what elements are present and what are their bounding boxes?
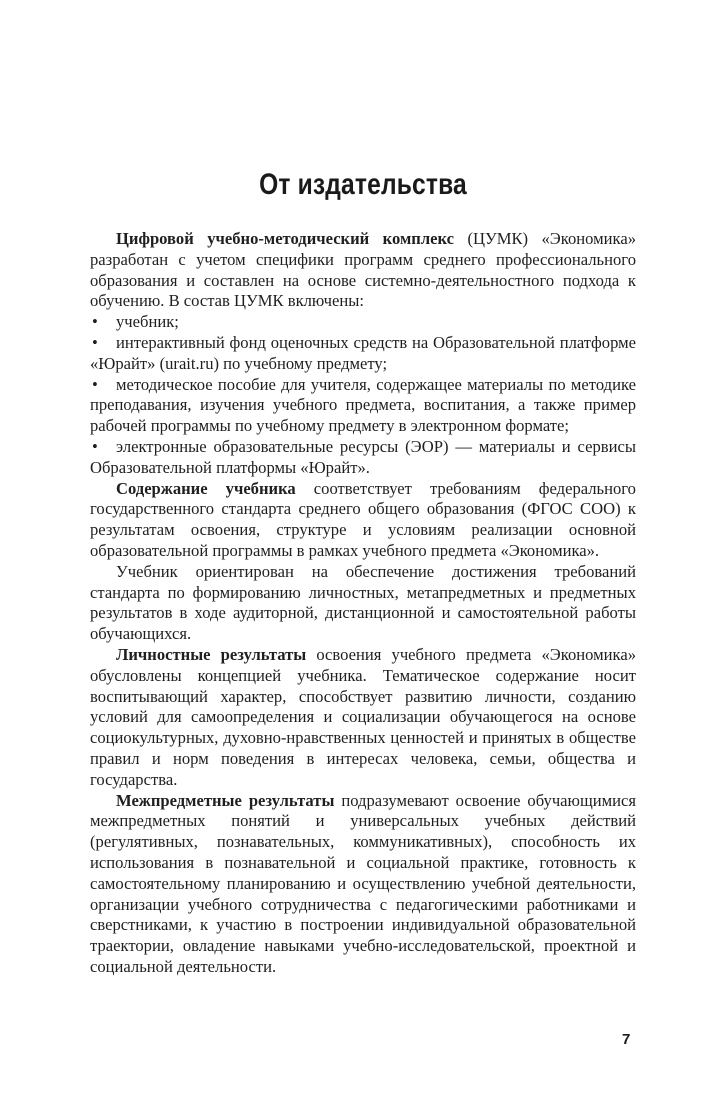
- intro-text: (ЦУМК) «Экономика» разработан с учетом специфики программ среднего профессионального образования и составлен на основе системно-деятельностного подхода к обучению. В состав ЦУМК включены:: [90, 229, 636, 311]
- personal-text: освоения учебного предмета «Экономика» обусловлены концепцией учебника. Тематическое содержание носит воспитывающий характер, способствует развитию личности, созданию условий для самоопределения и социализации обучающегося на основе социокультурных, духовно-нравственных ценностей и принятых в обществе правил и норм поведения в интересах человека, семьи, общества и государства.: [90, 644, 636, 789]
- intro-bold-term: Цифровой учебно-методический комплекс: [116, 229, 455, 248]
- body-text: [90, 229, 636, 978]
- list-item-text: электронные образовательные ресурсы (ЭОР) — материалы и сервисы Образовательной платформы «Юрайт».: [90, 436, 636, 477]
- personal-bold-term: Личностные результаты: [116, 644, 307, 664]
- interdisciplinary-paragraph: [90, 791, 636, 978]
- page-number: 7: [622, 1031, 631, 1048]
- content-text: соответствует требованиям федерального государственного стандарта среднего общего образования (ФГОС СОО) к результатам освоения, структуре и условиям реализации основной образовательной программы в рамках учебного предмета «Экономика».: [90, 478, 636, 560]
- list-item-text: интерактивный фонд оценочных средств на Образовательной платформе «Юрайт» (urait.ru) по учебному предмету;: [90, 332, 636, 373]
- list-item: [90, 437, 636, 479]
- bullet-icon: •: [92, 436, 98, 456]
- list-item: [90, 375, 636, 437]
- list-item: [90, 333, 636, 375]
- list-item-text: методическое пособие для учителя, содержащее материалы по методике преподавания, изучения учебного предмета, воспитания, а также пример рабочей программы по учебному предмету в электронном формате;: [90, 374, 636, 436]
- page-title: От издательства: [259, 168, 467, 201]
- content-bold-term: Содержание учебника: [116, 478, 296, 498]
- bullet-icon: •: [92, 374, 98, 394]
- list-item: [90, 312, 636, 333]
- list-item-text: учебник;: [116, 312, 179, 332]
- bullet-icon: •: [92, 312, 98, 332]
- bullet-icon: •: [92, 332, 98, 352]
- content-paragraph: [90, 479, 636, 562]
- orientation-paragraph: Учебник ориентирован на обеспечение достижения требований стандарта по формированию личностных, метапредметных и предметных результатов в ходе аудиторной, дистанционной и самостоятельной работы обучающихся.: [90, 561, 636, 644]
- personal-paragraph: [90, 645, 636, 791]
- intro-paragraph: [90, 229, 636, 312]
- interdisciplinary-bold-term: Межпредметные результаты: [116, 790, 335, 810]
- interdisciplinary-text: подразумевают освоение обучающимися межпредметных понятий и универсальных учебных действий (регулятивных, познавательных, коммуникативных), способность их использования в познавательной и социальной практике, готовность к самостоятельному планированию и осуществлению учебной деятельности, организации учебного сотрудничества с педагогическими работниками и сверстниками, к участию в построении индивидуальной образовательной траектории, овладение навыками учебно-исследовательской, проектной и социальной деятельности.: [90, 790, 636, 976]
